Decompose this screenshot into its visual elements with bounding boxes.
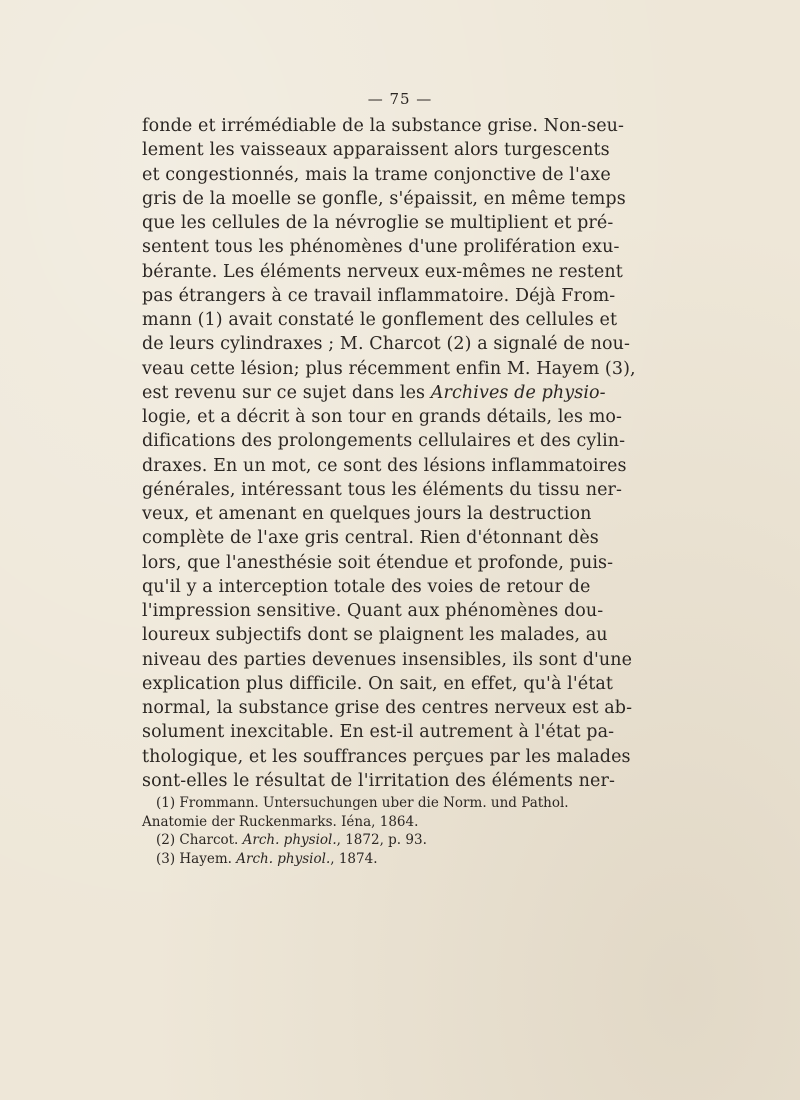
text-line: l'impression sensitive. Quant aux phénomènes dou-	[142, 601, 604, 621]
text-line: et congestionnés, mais la trame conjonctive de l'axe	[142, 164, 611, 185]
footnote-2-ref: , 1872, p. 93.	[336, 832, 427, 848]
footnote-3-author: (3) Hayem.	[156, 850, 237, 867]
text-line: normal, la substance grise des centres nerveux est ab-	[142, 698, 633, 718]
footnote-1: (1) Frommann. Untersuchungen uber die Norm. und Pathol.	[156, 795, 569, 811]
text-line	[142, 381, 606, 405]
text-line: fonde et irrémédiable de la substance grise. Non-seu-	[142, 116, 625, 136]
text-line: complète de l'axe gris central. Rien d'étonnant dès	[142, 528, 599, 549]
text-line: gris de la moelle se gonfle, s'épaissit, en même temps	[142, 188, 626, 209]
text-line: bérante. Les éléments nerveux eux-mêmes ne restent	[142, 261, 623, 282]
text-line: lors, que l'anesthésie soit étendue et profonde, puis-	[142, 552, 614, 573]
text-line: veux, et amenant en quelques jours la destruction	[142, 504, 592, 524]
text-line: difications des prolongements cellulaires et des cylin-	[142, 431, 626, 452]
text-line: logie, et a décrit à son tour en grands détails, les mo-	[142, 407, 623, 427]
footnote-3-ref: , 1874.	[330, 850, 378, 867]
text-line: sont-elles le résultat de l'irritation des éléments ner-	[142, 770, 615, 791]
body-text	[142, 114, 636, 793]
text-line: sentent tous les phénomènes d'une prolifération exu-	[142, 237, 620, 258]
text-line: générales, intéressant tous les éléments du tissu ner-	[142, 479, 623, 500]
text-line: thologique, et les souffrances perçues par les malades	[142, 746, 631, 767]
footnote-3	[142, 850, 586, 869]
footnote-1-continued: Anatomie der Ruckenmarks. Iéna, 1864.	[142, 813, 419, 830]
page-number: — 75 —	[367, 90, 433, 108]
italic-journal-title: Archives de physio-	[430, 382, 606, 403]
text-line: loureux subjectifs dont se plaignent les malades, au	[142, 625, 608, 646]
text-line: que les cellules de la névroglie se multiplient et pré-	[142, 213, 614, 233]
footnote-2-journal: Arch. physiol.	[242, 832, 337, 848]
text-line: veau cette lésion; plus récemment enfin M. Hayem (3),	[142, 358, 636, 379]
text-line: solument inexcitable. En est-il autrement à l'état pa-	[142, 722, 615, 743]
text-line: draxes. En un mot, ce sont des lésions inflammatoires	[142, 455, 627, 476]
footnotes	[142, 794, 586, 868]
text-segment: est revenu sur ce sujet dans les	[142, 382, 426, 403]
footnote-3-journal: Arch. physiol.	[236, 850, 331, 867]
text-line: pas étrangers à ce travail inflammatoire. Déjà From-	[142, 285, 616, 306]
text-line: niveau des parties devenues insensibles, ils sont d'une	[142, 649, 633, 670]
footnote-2	[142, 831, 586, 850]
text-line: de leurs cylindraxes ; M. Charcot (2) a signalé de nou-	[142, 334, 631, 355]
text-line: qu'il y a interception totale des voies de retour de	[142, 576, 591, 597]
text-line: mann (1) avait constaté le gonflement des cellules et	[142, 310, 618, 330]
footnote-2-author: (2) Charcot.	[156, 832, 243, 848]
text-line: explication plus difficile. On sait, en effet, qu'à l'état	[142, 673, 614, 694]
text-line: lement les vaisseaux apparaissent alors turgescents	[142, 140, 610, 161]
